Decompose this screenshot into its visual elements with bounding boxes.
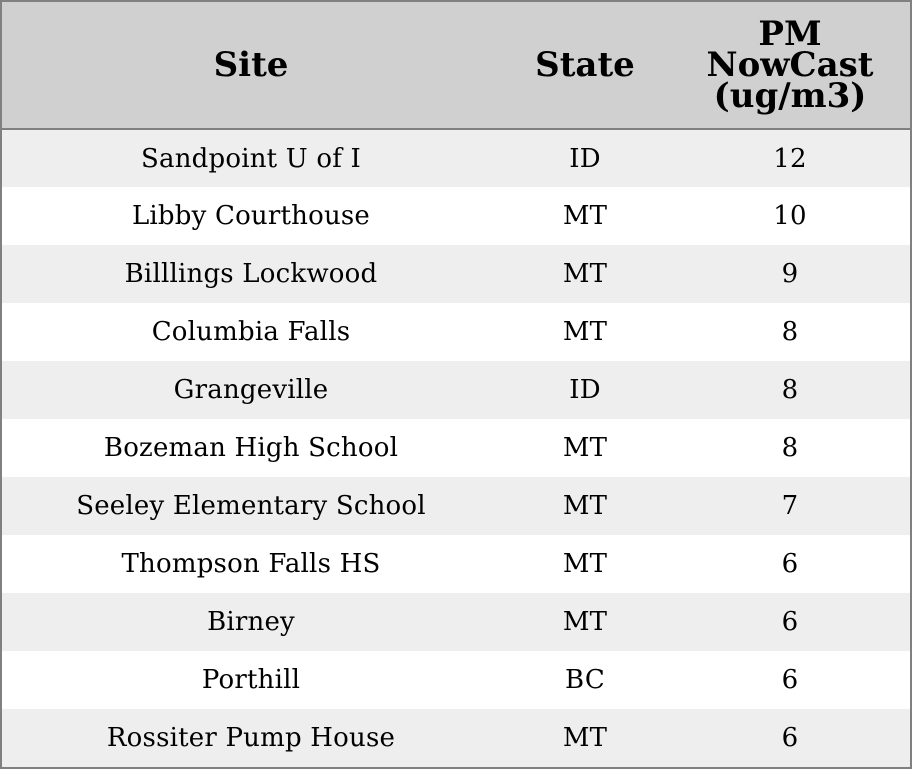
table-row <box>2 303 910 361</box>
cell-pm: 8 <box>781 375 799 405</box>
cell-state: MT <box>562 201 608 231</box>
cell-site: Bozeman High School <box>103 433 399 463</box>
cell-pm: 8 <box>781 433 799 463</box>
cell-state: MT <box>562 549 608 579</box>
cell-pm: 12 <box>773 143 807 174</box>
cell-site: Birney <box>207 607 295 637</box>
table-row <box>2 361 910 419</box>
table-row <box>2 419 910 477</box>
cell-pm: 6 <box>781 723 799 753</box>
table-row <box>2 709 910 767</box>
cell-state: MT <box>562 317 608 347</box>
cell-site: Thompson Falls HS <box>121 549 381 579</box>
cell-pm: 10 <box>773 201 807 231</box>
cell-pm: 7 <box>781 491 799 521</box>
cell-site: Porthill <box>201 665 301 695</box>
table-row <box>2 535 910 593</box>
cell-pm: 6 <box>781 665 799 695</box>
cell-pm: 8 <box>781 317 799 347</box>
cell-pm: 6 <box>781 607 799 637</box>
table-row <box>2 187 910 245</box>
cell-site: Columbia Falls <box>151 317 351 347</box>
cell-site: Rossiter Pump House <box>106 723 396 753</box>
cell-state: ID <box>569 375 601 405</box>
table-row <box>2 477 910 535</box>
table-header-row <box>2 2 910 129</box>
header-site: Site <box>2 2 500 129</box>
cell-pm: 9 <box>781 259 799 289</box>
cell-state: MT <box>562 491 608 521</box>
header-pm-nowcast <box>670 2 910 129</box>
header-state: State <box>500 2 670 129</box>
header-pm-line-1: PM <box>758 13 822 54</box>
table-body <box>2 129 910 767</box>
table-row <box>2 593 910 651</box>
cell-state: BC <box>565 665 605 695</box>
cell-site: Seeley Elementary School <box>76 491 426 521</box>
cell-site: Grangeville <box>173 375 329 405</box>
cell-pm: 6 <box>781 549 799 579</box>
cell-site: Billlings Lockwood <box>124 259 378 289</box>
header-pm-line-3: (ug/m3) <box>713 75 867 116</box>
header-pm-line-2: NowCast <box>706 44 874 85</box>
cell-state: MT <box>562 433 608 463</box>
cell-state: MT <box>562 259 608 289</box>
cell-site: Libby Courthouse <box>131 201 371 231</box>
table-row <box>2 245 910 303</box>
cell-state: MT <box>562 723 608 753</box>
cell-state: MT <box>562 607 608 637</box>
air-quality-table <box>2 2 910 767</box>
cell-site: Sandpoint U of I <box>141 143 361 174</box>
table-row <box>2 129 910 187</box>
cell-state: ID <box>569 143 601 174</box>
table-row <box>2 651 910 709</box>
